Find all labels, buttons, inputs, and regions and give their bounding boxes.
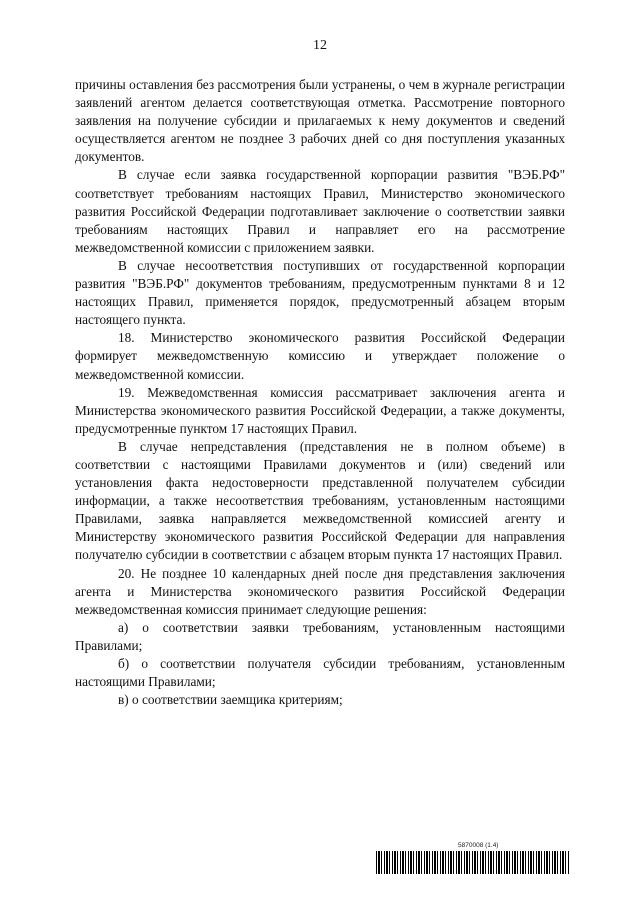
- document-body: [75, 76, 565, 709]
- paragraph: 18. Министерство экономического развития Российской Федерации формирует межведомственную комиссию и утверждает положение о межведомственной комиссии.: [75, 330, 565, 382]
- paragraph: 20. Не позднее 10 календарных дней после дня представления заключения агента и Министерства экономического развития Российской Федерации межведомственная комиссия принимает следующие решения:: [75, 565, 565, 617]
- paragraph: В случае если заявка государственной корпорации развития "ВЭБ.РФ" соответствует требованиям настоящих Правил, Министерство экономического развития Российской Федерации подготавливает заключение о соответствии заявки требованиям настоящих Правил и направляет его на рассмотрение межведомственной комиссии с приложением заявки.: [75, 167, 565, 255]
- barcode-icon: [376, 851, 570, 874]
- paragraph: в) о соответствии заемщика критериям;: [118, 692, 343, 708]
- paragraph: а) о соответствии заявки требованиям, установленным настоящими Правилами;: [75, 619, 565, 653]
- footer-code: 5870008 (1.4): [458, 842, 499, 849]
- page-number: 12: [313, 38, 327, 53]
- paragraph: В случае несоответствия поступивших от государственной корпорации развития "ВЭБ.РФ" документов требованиям, предусмотренным пунктами 8 и 12 настоящих Правил, применяется порядок, предусмотренный абзацем вторым настоящего пункта.: [75, 257, 565, 328]
- paragraph: 19. Межведомственная комиссия рассматривает заключения агента и Министерства экономического развития Российской Федерации, а также документы, предусмотренные пунктом 17 настоящих Правил.: [75, 384, 565, 436]
- paragraph: причины оставления без рассмотрения были устранены, о чем в журнале регистрации заявлений агентом делается соответствующая отметка. Рассмотрение повторного заявления на получение субсидии и прилагаемых к нему документов и сведений осуществляется агентом не позднее 3 рабочих дней со дня поступления указанных документов.: [75, 77, 565, 165]
- paragraph: В случае непредставления (представления не в полном объеме) в соответствии с настоящими Правилами документов и (или) сведений или установления факта недостоверности представленной получателем субсидии информации, а также несоответствия требованиям, установленным настоящими Правилами, заявка направляется межведомственной комиссией агенту и Министерству экономического развития Российской Федерации для направления получателю субсидии в соответствии с абзацем вторым пункта 17 настоящих Правил.: [75, 438, 565, 563]
- paragraph: б) о соответствии получателя субсидии требованиям, установленным настоящими Правилами;: [75, 656, 565, 690]
